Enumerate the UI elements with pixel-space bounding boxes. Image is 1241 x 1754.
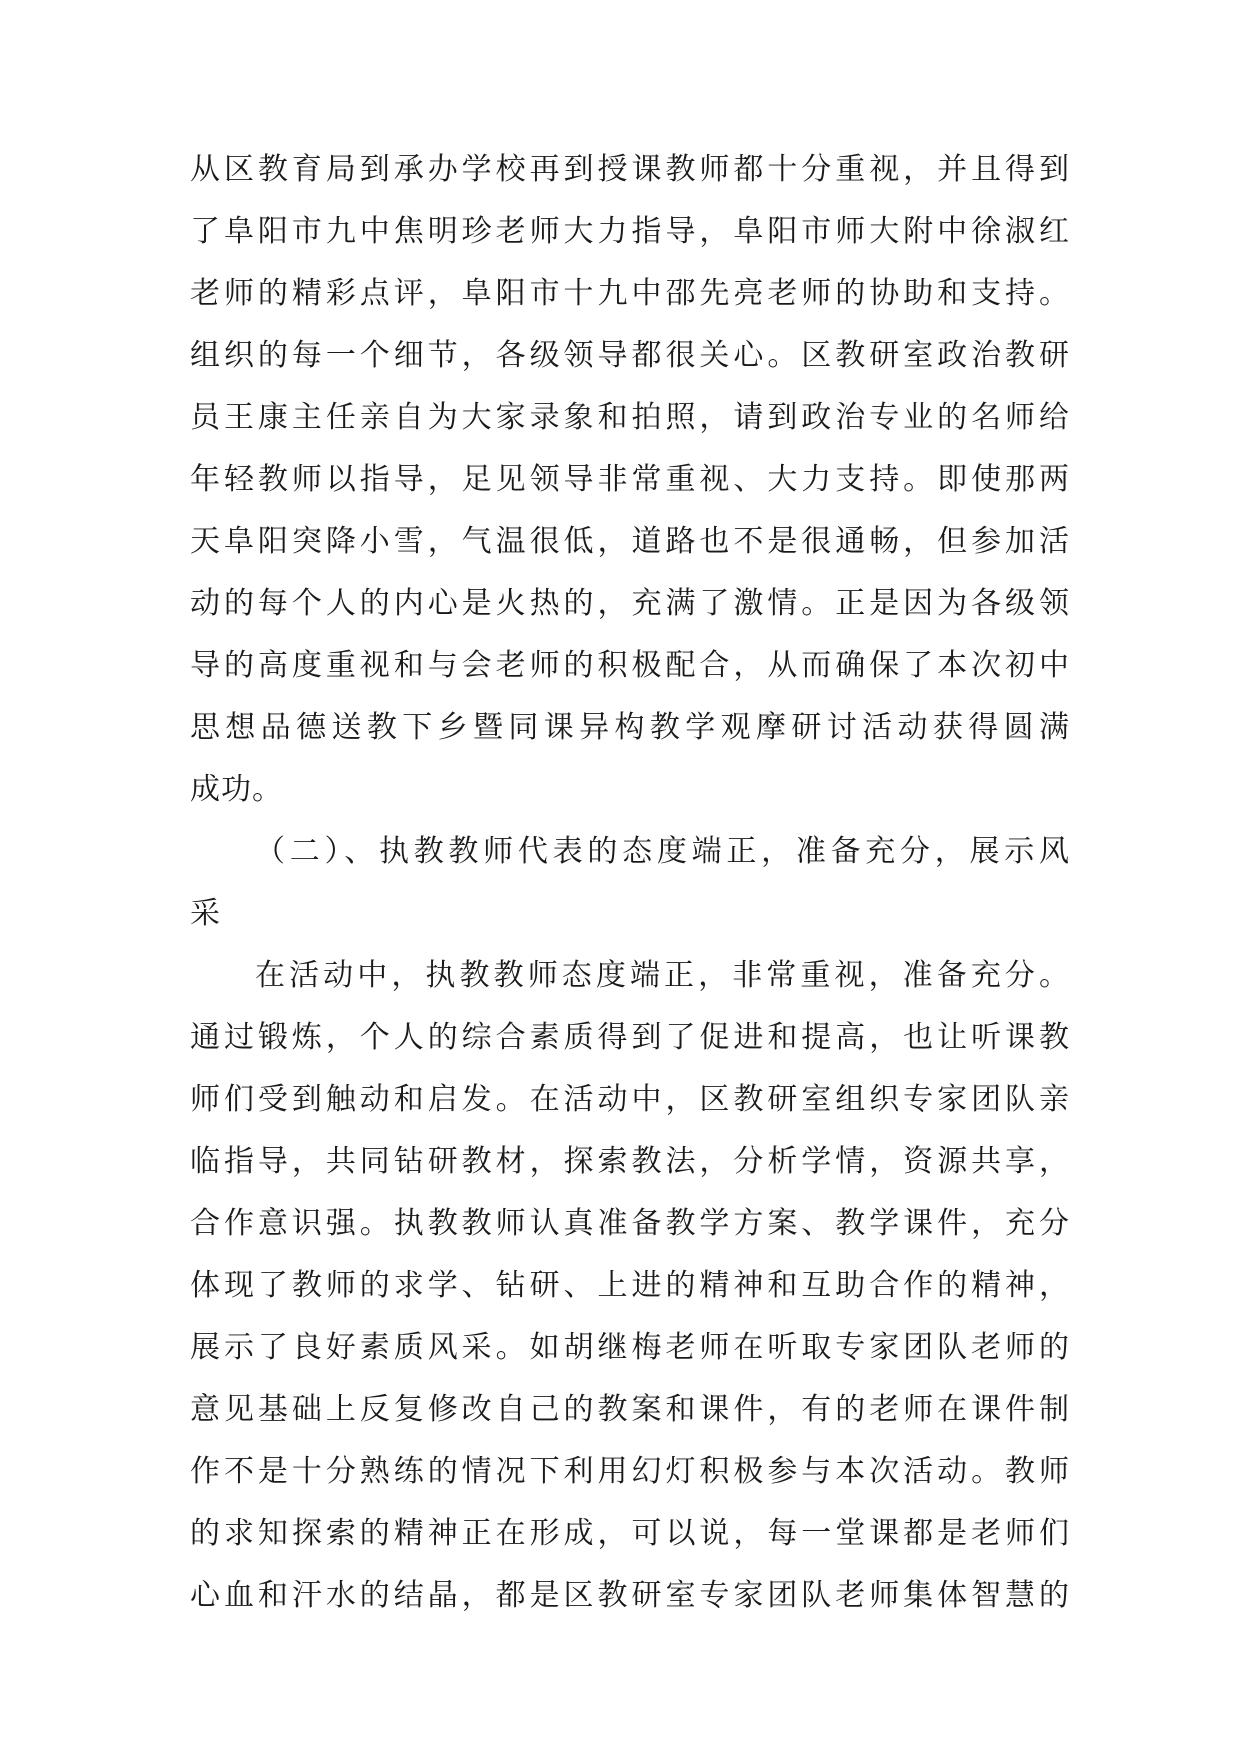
paragraph-2-line: 展示了良好素质风采。如胡继梅老师在听取专家团队老师的 <box>190 1330 1070 1365</box>
paragraph-1-line: 年轻教师以指导，足见领导非常重视、大力支持。即使那两 <box>190 462 1070 497</box>
paragraph-2-line: 体现了教师的求学、钻研、上进的精神和互助合作的精神， <box>190 1268 1070 1303</box>
paragraph-2-line: 作不是十分熟练的情况下利用幻灯积极参与本次活动。教师 <box>190 1454 1070 1489</box>
paragraph-2-line: 的求知探索的精神正在形成，可以说，每一堂课都是老师们 <box>190 1516 1070 1551</box>
paragraph-1-line: 老师的精彩点评，阜阳市十九中邵先亮老师的协助和支持。 <box>190 276 1070 311</box>
paragraph-2-line: 心血和汗水的结晶，都是区教研室专家团队老师集体智慧的 <box>190 1578 1070 1613</box>
paragraph-1-line: 了阜阳市九中焦明珍老师大力指导，阜阳市师大附中徐淑红 <box>190 214 1070 249</box>
section-heading: （二）、执教教师代表的态度端正，准备充分，展示风 <box>255 834 1070 869</box>
paragraph-2-line: 通过锻炼，个人的综合素质得到了促进和提高，也让听课教 <box>190 1020 1070 1055</box>
section-heading-continuation: 采 <box>190 896 221 931</box>
paragraph-1-line: 组织的每一个细节，各级领导都很关心。区教研室政治教研 <box>190 338 1070 373</box>
paragraph-2-line: 师们受到触动和启发。在活动中，区教研室组织专家团队亲 <box>190 1082 1070 1117</box>
paragraph-1-line: 天阜阳突降小雪，气温很低，道路也不是很通畅，但参加活 <box>190 524 1070 559</box>
paragraph-1-line: 思想品德送教下乡暨同课异构教学观摩研讨活动获得圆满 <box>190 710 1070 745</box>
paragraph-1-line: 导的高度重视和与会老师的积极配合，从而确保了本次初中 <box>190 648 1070 683</box>
paragraph-1-line: 员王康主任亲自为大家录象和拍照，请到政治专业的名师给 <box>190 400 1070 435</box>
paragraph-1-line: 动的每个人的内心是火热的，充满了激情。正是因为各级领 <box>190 586 1070 621</box>
paragraph-2-line: 意见基础上反复修改自己的教案和课件，有的老师在课件制 <box>190 1392 1070 1427</box>
paragraph-2-line: 合作意识强。执教教师认真准备教学方案、教学课件，充分 <box>190 1206 1070 1241</box>
paragraph-2-line: 在活动中，执教教师态度端正，非常重视，准备充分。 <box>255 958 1070 993</box>
paragraph-2-line: 临指导，共同钻研教材，探索教法，分析学情，资源共享， <box>190 1144 1070 1179</box>
paragraph-1-line: 从区教育局到承办学校再到授课教师都十分重视，并且得到 <box>190 152 1070 187</box>
paragraph-1-line: 成功。 <box>190 772 283 807</box>
